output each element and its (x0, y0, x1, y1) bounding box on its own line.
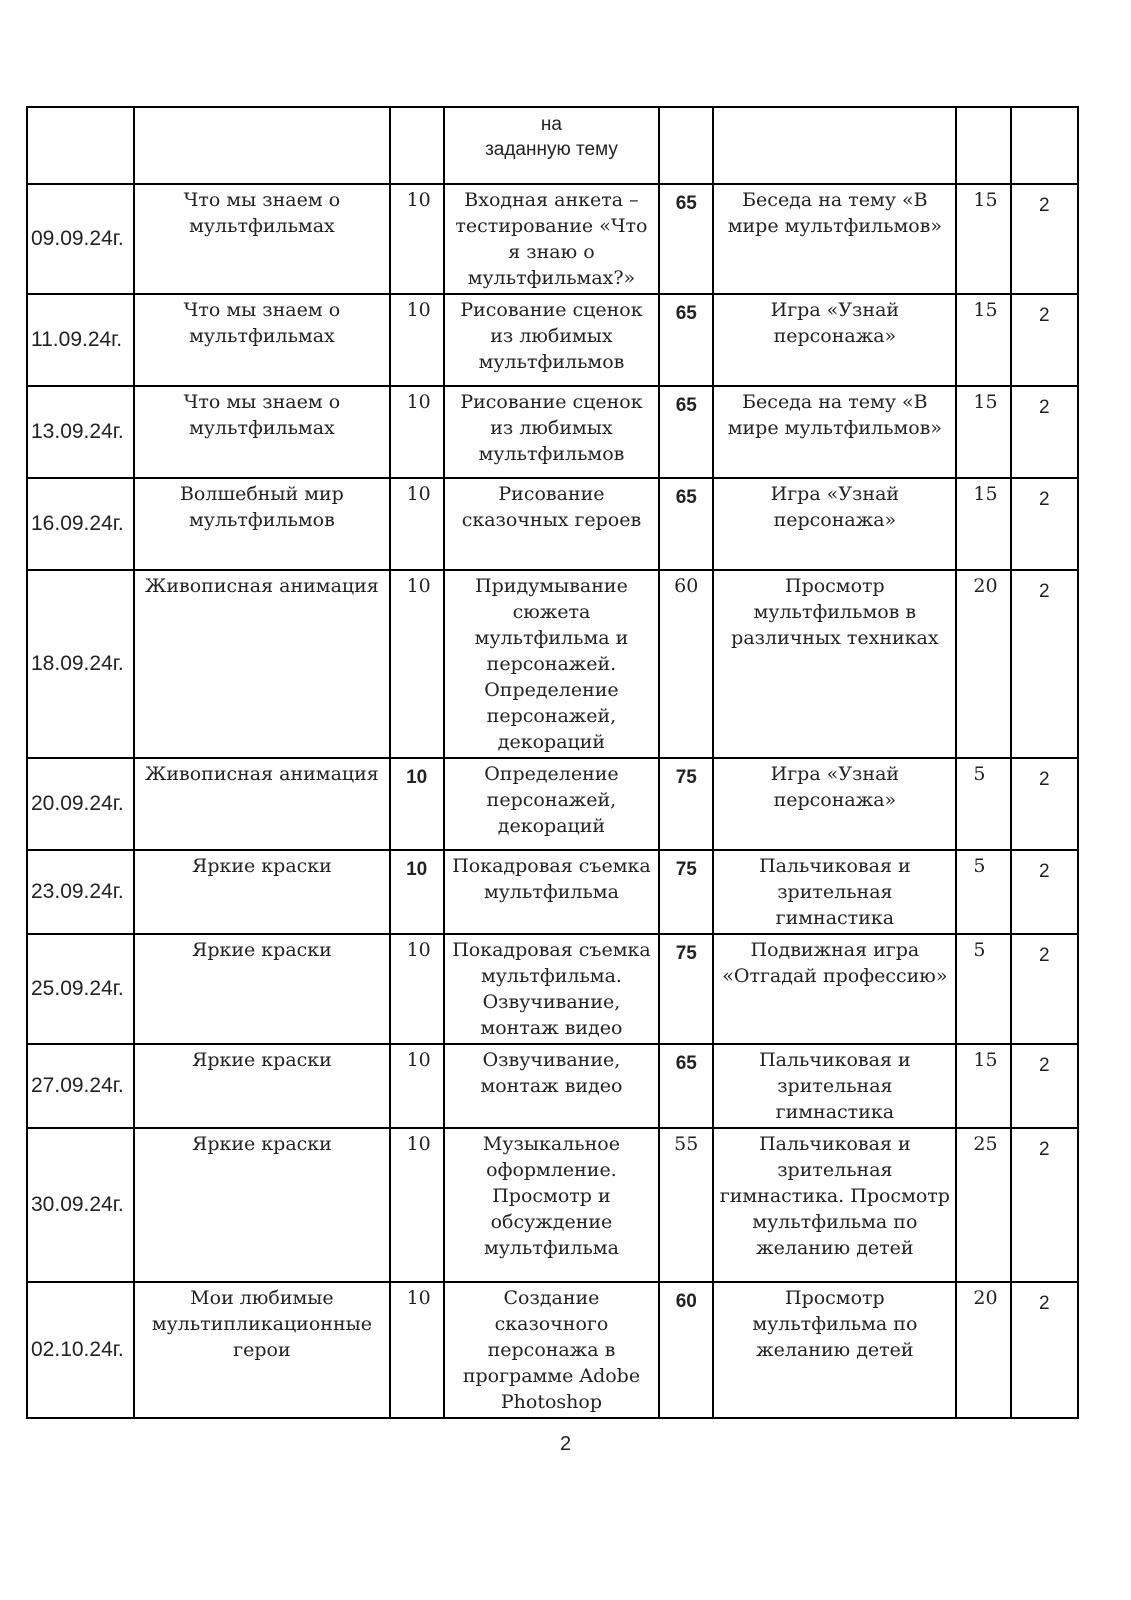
row-theory-minutes: 10 (390, 850, 444, 934)
row-extra-minutes: 5 (956, 850, 1010, 934)
cell-empty (956, 107, 1010, 184)
table-row (27, 1044, 1078, 1128)
cell-empty (27, 107, 134, 184)
row-activity: Входная анкета – тестирование «Что я знаю о мультфильмах?» (444, 184, 660, 294)
row-extra-minutes: 15 (956, 386, 1010, 478)
row-date: 02.10.24г. (27, 1282, 134, 1418)
row-activity: Создание сказочного персонажа в программе Adobe Photoshop (444, 1282, 660, 1418)
row-extra-minutes: 25 (956, 1128, 1010, 1282)
row-practice-minutes: 65 (659, 386, 713, 478)
table-row (27, 850, 1078, 934)
cell-empty (659, 107, 713, 184)
page-number: 2 (559, 1433, 572, 1455)
cell-empty (390, 107, 444, 184)
row-extra-minutes: 15 (956, 478, 1010, 570)
row-hours: 2 (1011, 1128, 1078, 1282)
row-activity: Покадровая съемка мультфильма (444, 850, 660, 934)
row-practice-minutes: 60 (659, 1282, 713, 1418)
row-date: 30.09.24г. (27, 1128, 134, 1282)
row-topic: Яркие краски (134, 1044, 389, 1128)
row-extra-activity: Подвижная игра «Отгадай профессию» (713, 934, 956, 1044)
row-practice-minutes: 65 (659, 184, 713, 294)
table-row (27, 570, 1078, 758)
cell-empty (713, 107, 956, 184)
table-row (27, 294, 1078, 386)
row-date: 25.09.24г. (27, 934, 134, 1044)
row-activity: Рисование сказочных героев (444, 478, 660, 570)
row-activity: Музыкальное оформление. Просмотр и обсуждение мультфильма (444, 1128, 660, 1282)
row-topic: Яркие краски (134, 1128, 389, 1282)
row-activity: Определение персонажей, декораций (444, 758, 660, 850)
row-theory-minutes: 10 (390, 294, 444, 386)
row-hours: 2 (1011, 386, 1078, 478)
table-row-header-continuation (27, 107, 1078, 184)
row-practice-minutes: 75 (659, 934, 713, 1044)
row-activity: Рисование сценок из любимых мультфильмов (444, 386, 660, 478)
row-topic: Волшебный мир мультфильмов (134, 478, 389, 570)
schedule-table (26, 106, 1079, 1419)
row-extra-minutes: 15 (956, 1044, 1010, 1128)
row-extra-activity: Беседа на тему «В мире мультфильмов» (713, 184, 956, 294)
table-row (27, 478, 1078, 570)
row-theory-minutes: 10 (390, 934, 444, 1044)
row-topic: Живописная анимация (134, 758, 389, 850)
row-extra-activity: Просмотр мультфильма по желанию детей (713, 1282, 956, 1418)
row-extra-activity: Просмотр мультфильмов в различных техниках (713, 570, 956, 758)
row-practice-minutes: 75 (659, 850, 713, 934)
row-theory-minutes: 10 (390, 1044, 444, 1128)
row-date: 16.09.24г. (27, 478, 134, 570)
cell-empty (1011, 107, 1078, 184)
row-activity: Придумывание сюжета мультфильма и персонажей. Определение персонажей, декораций (444, 570, 660, 758)
row-hours: 2 (1011, 184, 1078, 294)
row-date: 23.09.24г. (27, 850, 134, 934)
row-theory-minutes: 10 (390, 758, 444, 850)
table-row (27, 934, 1078, 1044)
row-practice-minutes: 55 (659, 1128, 713, 1282)
row-extra-minutes: 20 (956, 570, 1010, 758)
row-extra-activity: Игра «Узнай персонажа» (713, 758, 956, 850)
row-topic: Яркие краски (134, 934, 389, 1044)
row-hours: 2 (1011, 850, 1078, 934)
row-extra-activity: Пальчиковая и зрительная гимнастика (713, 1044, 956, 1128)
cell-empty (134, 107, 389, 184)
table-row (27, 758, 1078, 850)
row-extra-minutes: 5 (956, 934, 1010, 1044)
row-theory-minutes: 10 (390, 386, 444, 478)
row-extra-minutes: 15 (956, 184, 1010, 294)
row-topic: Что мы знаем о мультфильмах (134, 294, 389, 386)
row-activity: Покадровая съемка мультфильма. Озвучивание, монтаж видео (444, 934, 660, 1044)
row-hours: 2 (1011, 570, 1078, 758)
row-extra-activity: Пальчиковая и зрительная гимнастика (713, 850, 956, 934)
row-date: 09.09.24г. (27, 184, 134, 294)
row-topic: Что мы знаем о мультфильмах (134, 184, 389, 294)
row-date: 20.09.24г. (27, 758, 134, 850)
row-practice-minutes: 65 (659, 1044, 713, 1128)
row-extra-activity: Игра «Узнай персонажа» (713, 294, 956, 386)
row-activity: Озвучивание, монтаж видео (444, 1044, 660, 1128)
row-date: 18.09.24г. (27, 570, 134, 758)
row-date: 27.09.24г. (27, 1044, 134, 1128)
row-hours: 2 (1011, 934, 1078, 1044)
row-extra-minutes: 15 (956, 294, 1010, 386)
row-topic: Яркие краски (134, 850, 389, 934)
row-extra-activity: Беседа на тему «В мире мультфильмов» (713, 386, 956, 478)
table-row (27, 184, 1078, 294)
row-date: 13.09.24г. (27, 386, 134, 478)
table-row (27, 386, 1078, 478)
row-topic: Живописная анимация (134, 570, 389, 758)
row-extra-minutes: 5 (956, 758, 1010, 850)
row-topic: Что мы знаем о мультфильмах (134, 386, 389, 478)
row-theory-minutes: 10 (390, 1128, 444, 1282)
table-row (27, 1128, 1078, 1282)
row-theory-minutes: 10 (390, 1282, 444, 1418)
row-practice-minutes: 65 (659, 478, 713, 570)
row-activity: Рисование сценок из любимых мультфильмов (444, 294, 660, 386)
row-practice-minutes: 65 (659, 294, 713, 386)
row-theory-minutes: 10 (390, 478, 444, 570)
row-hours: 2 (1011, 1282, 1078, 1418)
row-hours: 2 (1011, 1044, 1078, 1128)
row-hours: 2 (1011, 478, 1078, 570)
row-hours: 2 (1011, 294, 1078, 386)
table-row (27, 1282, 1078, 1418)
row-date: 11.09.24г. (27, 294, 134, 386)
row-theory-minutes: 10 (390, 184, 444, 294)
row-hours: 2 (1011, 758, 1078, 850)
row-extra-minutes: 20 (956, 1282, 1010, 1418)
row-practice-minutes: 60 (659, 570, 713, 758)
row-extra-activity: Игра «Узнай персонажа» (713, 478, 956, 570)
row-topic: Мои любимые мультипликационные герои (134, 1282, 389, 1418)
row-theory-minutes: 10 (390, 570, 444, 758)
row-practice-minutes: 75 (659, 758, 713, 850)
topic-continuation-note: на заданную тему (444, 107, 660, 184)
row-extra-activity: Пальчиковая и зрительная гимнастика. Просмотр мультфильма по желанию детей (713, 1128, 956, 1282)
